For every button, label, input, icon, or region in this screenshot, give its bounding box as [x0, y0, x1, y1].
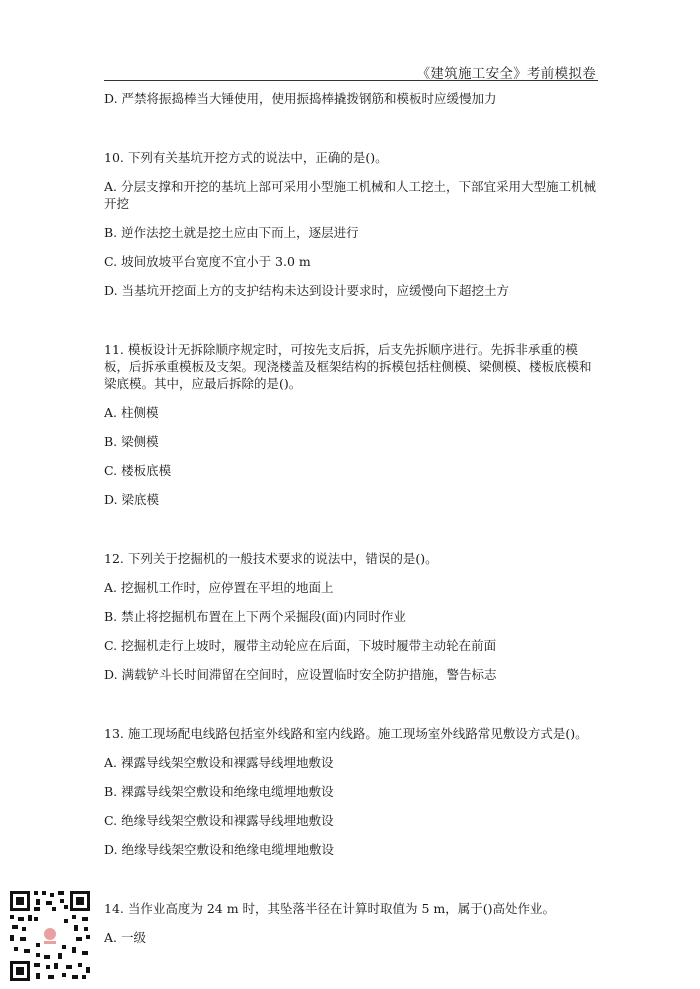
question-stem: 12. 下列关于挖掘机的一般技术要求的说法中，错误的是()。: [104, 551, 438, 566]
option-c: C. 坡间放坡平台宽度不宜小于 3.0 m: [104, 254, 311, 269]
option-a: A. 挖掘机工作时，应停置在平坦的地面上: [104, 580, 334, 595]
option-d: D. 满载铲斗长时间滞留在空间时，应设置临时安全防护措施，警告标志: [104, 667, 497, 682]
question-10: [104, 149, 598, 299]
question-stem: 11. 模板设计无拆除顺序规定时，可按先支后拆，后支先拆顺序进行。先拆非承重的模板，后拆承重模板及支架。现浇楼盖及框架结构的拆模包括柱侧模、梁侧模、楼板底模和梁底模。其中，应最后拆除的是()。: [104, 342, 592, 391]
document-header-title: 《建筑施工安全》考前模拟卷: [416, 66, 596, 82]
question-12: [104, 550, 598, 683]
option-c: C. 挖掘机走行上坡时，履带主动轮应在后面，下坡时履带主动轮在前面: [104, 638, 497, 653]
option-b: B. 禁止将挖掘机布置在上下两个采掘段(面)内同时作业: [104, 609, 406, 624]
question-stem: 13. 施工现场配电线路包括室外线路和室内线路。施工现场室外线路常见敷设方式是()。: [104, 726, 588, 741]
option-b: B. 逆作法挖土就是挖土应由下而上，逐层进行: [104, 225, 359, 240]
lead-option-line: D. 严禁将振捣棒当大锤使用，使用振捣棒撬拨钢筋和模板时应缓慢加力: [104, 91, 497, 106]
option-c: C. 楼板底模: [104, 463, 172, 478]
question-13: [104, 725, 598, 858]
page-content: [104, 90, 598, 958]
header-divider: [104, 80, 598, 81]
option-d: D. 当基坑开挖面上方的支护结构未达到设计要求时，应缓慢向下超挖土方: [104, 283, 510, 298]
question-11: [104, 341, 598, 508]
option-d: D. 绝缘导线架空敷设和绝缘电缆埋地敷设: [104, 842, 335, 857]
option-d: D. 梁底模: [104, 492, 160, 507]
question-14: [104, 900, 598, 946]
option-a: A. 一级: [104, 930, 146, 945]
question-stem: 14. 当作业高度为 24 m 时，其坠落半径在计算时取值为 5 m，属于()高处作业。: [104, 901, 556, 916]
option-a: A. 柱侧模: [104, 405, 159, 420]
question-stem: 10. 下列有关基坑开挖方式的说法中，正确的是()。: [104, 150, 388, 165]
option-c: C. 绝缘导线架空敷设和裸露导线埋地敷设: [104, 813, 334, 828]
option-a: A. 分层支撑和开挖的基坑上部可采用小型施工机械和人工挖土，下部宜采用大型施工机械开挖: [104, 179, 596, 211]
option-a: A. 裸露导线架空敷设和裸露导线埋地敷设: [104, 755, 334, 770]
qr-code-image: [8, 889, 92, 983]
option-b: B. 梁侧模: [104, 434, 159, 449]
option-b: B. 裸露导线架空敷设和绝缘电缆埋地敷设: [104, 784, 334, 799]
